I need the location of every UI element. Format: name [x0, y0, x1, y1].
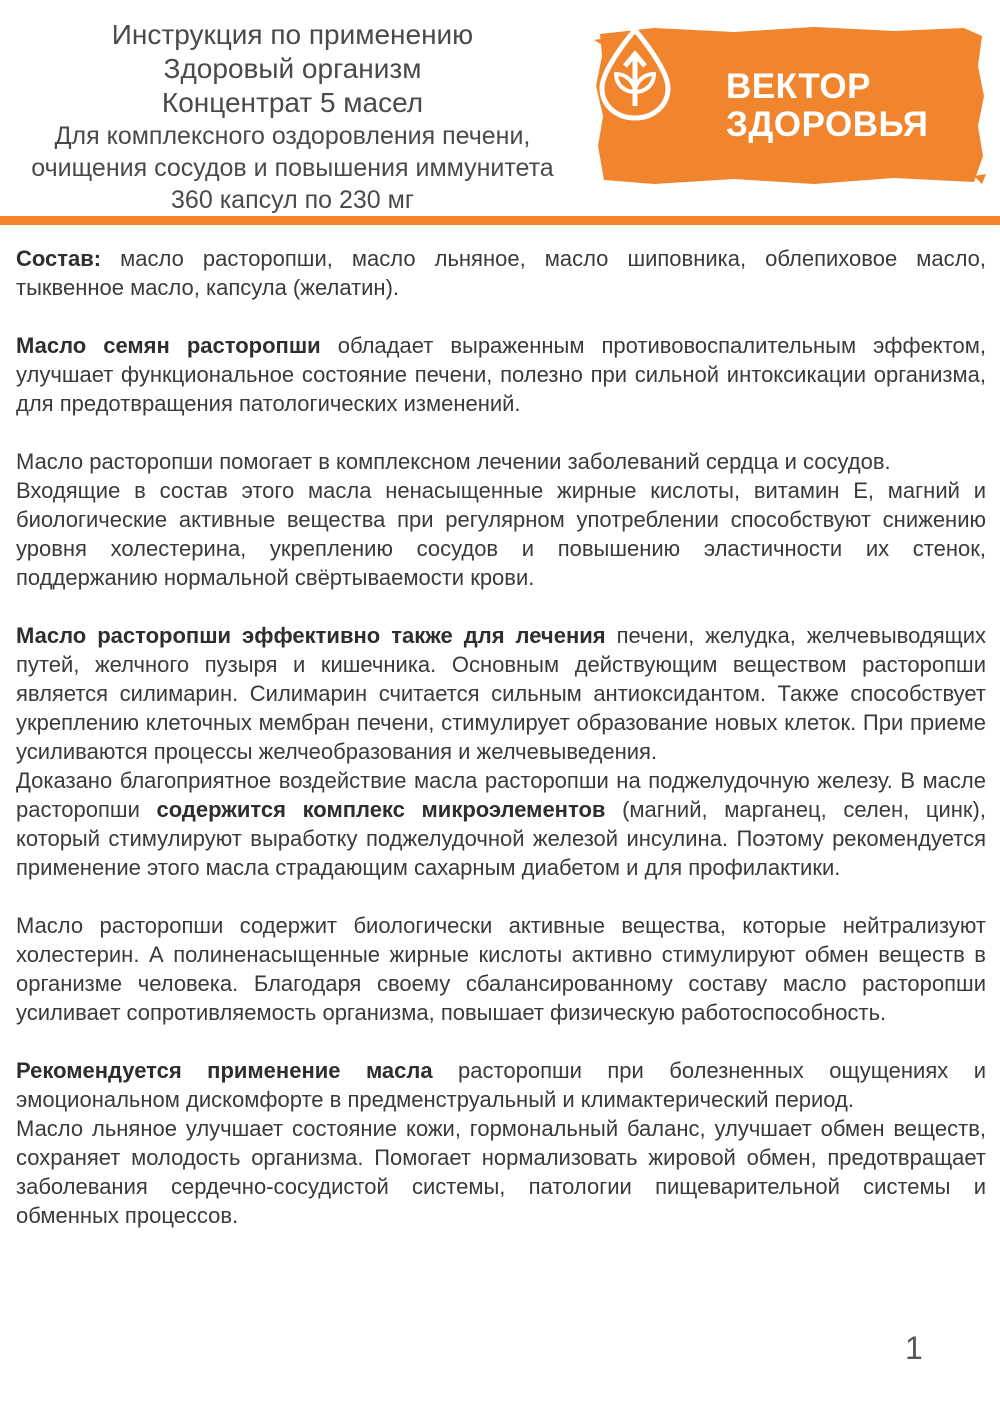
- paragraph-6-text-a: Доказано благоприятное воздействие масла расторопши на поджелудочную железу. В масле расторопши: [16, 768, 986, 822]
- composition-paragraph: [16, 244, 986, 302]
- paragraph-2-bold: Масло семян расторопши: [16, 333, 321, 358]
- paragraph-7: Масло расторопши содержит биологически активные вещества, которые нейтрализуют холестерин. А полиненасыщенные жирные кислоты активно стимулируют обмен веществ в организме человека. Благодаря своему сбалансированному составу масло расторопши усиливает сопротивляемость организма, повышает физическую работоспособность.: [16, 913, 986, 1025]
- document-body: [16, 244, 986, 1230]
- paragraph-8-text: расторопши при болезненных ощущениях и эмоциональном дискомфорте в предменструальный и климактерический период.: [16, 1058, 986, 1112]
- paragraph-9: Масло льняное улучшает состояние кожи, гормональный баланс, улучшает обмен веществ, сохраняет молодость организма. Помогает нормализовать жировой обмен, предотвращает заболевания сердечно-сосудистой системы, патологии пищеварительной системы и обменных процессов.: [16, 1116, 986, 1228]
- product-purpose-line-1: Для комплексного оздоровления печени,: [54, 122, 531, 150]
- paragraph-4: Входящие в состав этого масла ненасыщенные жирные кислоты, витамин Е, магний и биологические активные вещества при регулярном употреблении способствуют снижению уровня холестерина, укреплению сосудов и повышению эластичности их стенок, поддержанию нормальной свёртываемости крови.: [16, 478, 986, 590]
- paragraph-3: Масло расторопши помогает в комплексном лечении заболеваний сердца и сосудов.: [16, 449, 891, 474]
- brand-name-line-2: ЗДОРОВЬЯ: [726, 105, 929, 144]
- leaf-drop-logo-icon: [594, 26, 676, 122]
- header-divider: [0, 216, 1000, 225]
- paragraph-8: [16, 1056, 986, 1114]
- paragraph-6: [16, 766, 986, 882]
- page-number: 1: [905, 1330, 923, 1366]
- product-quantity: 360 капсул по 230 мг: [171, 186, 414, 214]
- title-block: [10, 18, 575, 216]
- paragraph-6-bold: содержится комплекс микроэлементов: [156, 797, 606, 822]
- product-name: Здоровый организм: [163, 53, 422, 84]
- product-purpose-line-2: очищения сосудов и повышения иммунитета: [31, 154, 554, 182]
- composition-label: Состав:: [16, 246, 102, 271]
- product-type: Концентрат 5 масел: [161, 87, 424, 118]
- brand-name-line-1: ВЕКТОР: [726, 67, 871, 106]
- document-header: [0, 0, 1000, 215]
- paragraph-5-bold: Масло расторопши эффективно также для лечения: [16, 623, 606, 648]
- brand-logo: [594, 26, 986, 186]
- paragraph-6-text-b: (магний, марганец, селен, цинк), который стимулируют выработку поджелудочной железой инсулина. Поэтому рекомендуется применение этого масла страдающим сахарным диабетом и для профилактики.: [16, 797, 986, 880]
- brand-name: [726, 68, 928, 144]
- paragraph-2-text: обладает выраженным противовоспалительным эффектом, улучшает функциональное состояние печени, полезно при сильной интоксикации организма, для предотвращения патологических изменений.: [16, 333, 986, 416]
- paragraph-8-bold: Рекомендуется применение масла: [16, 1058, 433, 1083]
- composition-text: масло расторопши, масло льняное, масло шиповника, облепиховое масло, тыквенное масло, капсула (желатин).: [16, 246, 986, 300]
- paragraph-5: [16, 621, 986, 766]
- document-title: Инструкция по применению: [111, 19, 474, 50]
- paragraph-2: [16, 331, 986, 418]
- paragraph-5-text: печени, желудка, желчевыводящих путей, желчного пузыря и кишечника. Основным действующим веществом расторопши является силимарин. Силимарин считается сильным антиоксидантом. Также способствует укреплению клеточных мембран печени, стимулирует образование новых клеток. При приеме усиливаются процессы желчеобразования и желчевыведения.: [16, 623, 986, 764]
